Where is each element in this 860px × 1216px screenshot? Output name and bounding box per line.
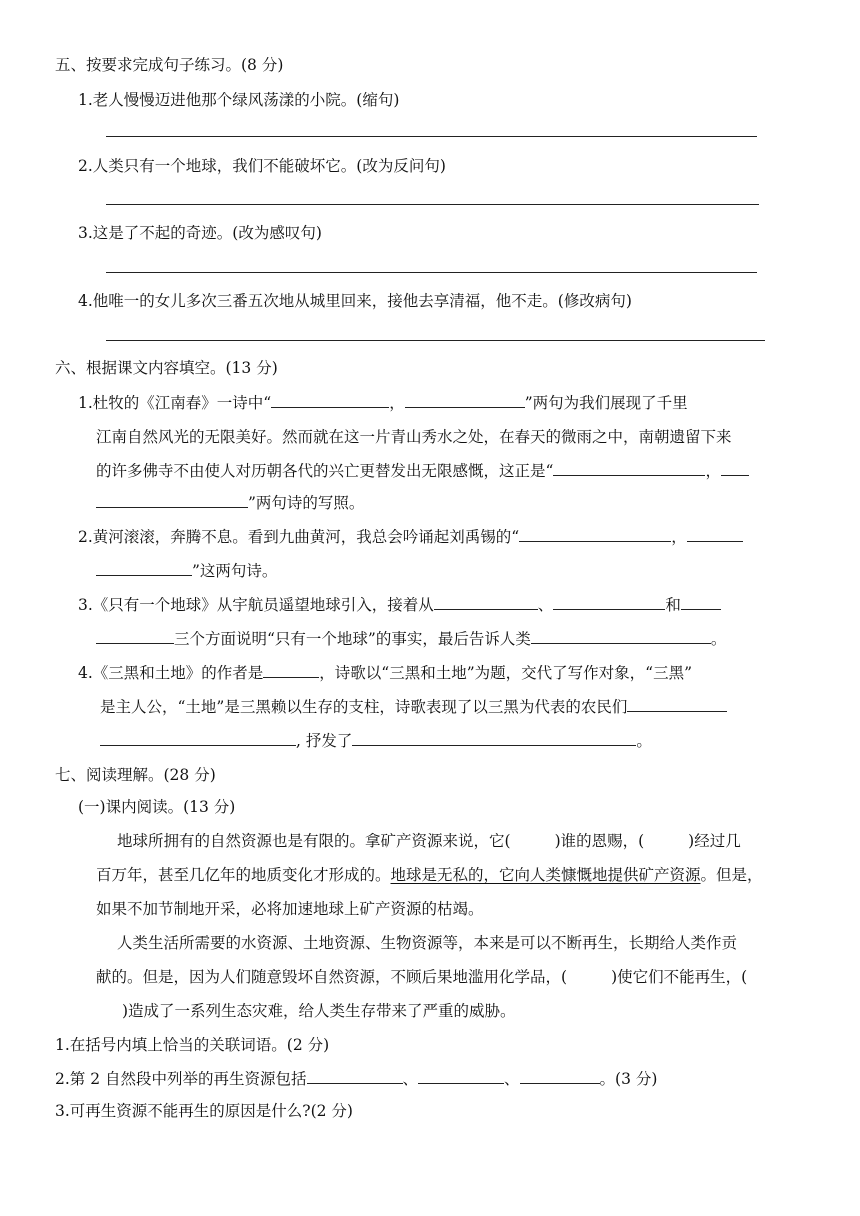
s6-q3-blank-1[interactable]: [434, 595, 538, 610]
s6-q1-text-a-end: ”两句为我们展现了千里: [524, 394, 688, 412]
s6-q3-text-a: 3.《只有一个地球》从宇航员遥望地球引入，接着从: [78, 596, 434, 614]
section-7-title: 七、阅读理解。(28 分): [55, 766, 216, 784]
s6-q3-line-b: [96, 629, 726, 649]
s6-q2-blank-2a[interactable]: [687, 527, 743, 542]
passage-p2-line-a: 人类生活所需要的水资源、土地资源、生物资源等，本来是可以不断再生，长期给人类作贡: [117, 934, 738, 952]
s6-q2-blank-2b[interactable]: [96, 561, 192, 576]
s6-q4-text-b: 是主人公，“土地”是三黑赖以生存的支柱，诗歌表现了以三黑为代表的农民们: [100, 698, 628, 716]
passage-p1-text-b2: 。但是，: [700, 866, 763, 884]
passage-p2-text-b1: 献的。但是，因为人们随意毁坏自然资源，不顾后果地滥用化学品，(: [96, 968, 568, 986]
s5-question-1: 1.老人慢慢迈进他那个绿风荡漾的小院。(缩句): [78, 91, 400, 109]
s6-q1-text-c: 的许多佛寺不由使人对历朝各代的兴亡更替发出无限感慨，这正是“: [96, 462, 554, 480]
s6-q1-comma-a: ，: [389, 394, 405, 412]
s6-q3-blank-2[interactable]: [553, 595, 665, 610]
s6-q4-text-a-rest: ，诗歌以“三黑和土地”为题，交代了写作对象，“三黑”: [319, 664, 692, 682]
s6-q4-blank-2a[interactable]: [627, 697, 727, 712]
s6-q3-line-a: [78, 595, 721, 615]
passage-p1-text-a3: )经过几: [688, 832, 741, 850]
s6-q3-blank-3a[interactable]: [681, 595, 721, 610]
s7-q2-sep-2: 、: [504, 1070, 520, 1088]
s6-q4-blank-1[interactable]: [263, 663, 319, 678]
passage-p1-line-c: 如果不加节制地开采，必将加速地球上矿产资源的枯竭。: [96, 900, 484, 918]
passage-p1-text-a1: 地球所拥有的自然资源也是有限的。拿矿产资源来说，它(: [117, 832, 511, 850]
s6-q3-text-b: 三个方面说明“只有一个地球”的事实，最后告诉人类: [174, 630, 531, 648]
s5-answer-line-4[interactable]: [106, 340, 765, 341]
s7-q2-blank-1[interactable]: [307, 1069, 403, 1084]
s6-q3-period: 。: [710, 630, 727, 648]
s6-q1-text-a: 1.杜牧的《江南春》一诗中“: [78, 394, 272, 412]
s5-question-3: 3.这是了不起的奇迹。(改为感叹句): [78, 224, 322, 242]
s6-q1-blank-2[interactable]: [405, 393, 525, 408]
s6-q1-line-a: [78, 393, 688, 413]
s6-q4-line-c: [100, 731, 652, 751]
passage-p2-text-b2: )使它们不能再生，(: [611, 968, 748, 986]
s7-question-3: 3.可再生资源不能再生的原因是什么?(2 分): [55, 1102, 353, 1120]
s5-question-2: 2.人类只有一个地球，我们不能破坏它。(改为反问句): [78, 157, 446, 175]
s7-question-1: 1.在括号内填上恰当的关联词语。(2 分): [55, 1036, 330, 1054]
s7-q2-end: 。(3 分): [599, 1070, 658, 1088]
passage-p2-text-c: )造成了一系列生态灾难，给人类生存带来了严重的威胁。: [122, 1002, 516, 1020]
s6-q2-comma: ，: [671, 528, 687, 546]
passage-p2-line-b: [96, 967, 747, 987]
s6-q4-text-a: 4.《三黑和土地》的作者是: [78, 664, 264, 682]
s6-q4-period: 。: [636, 732, 652, 750]
s6-q3-blank-4[interactable]: [531, 629, 711, 644]
s6-q4-line-b: [100, 697, 727, 717]
s5-answer-line-2[interactable]: [106, 204, 759, 205]
s5-answer-line-3[interactable]: [106, 272, 757, 273]
s6-q2-text-a: 2.黄河滚滚，奔腾不息。看到九曲黄河，我总会吟诵起刘禹锡的“: [78, 528, 520, 546]
s6-q1-blank-4a[interactable]: [721, 461, 749, 476]
s6-q1-blank-4b[interactable]: [96, 493, 248, 508]
s6-q1-line-b: 江南自然风光的无限美好。然而就在这一片青山秀水之处，在春天的微雨之中，南朝遗留下来: [96, 428, 732, 446]
section-6-title: 六、根据课文内容填空。(13 分): [55, 359, 278, 377]
s7-question-2: [55, 1069, 657, 1089]
s6-q3-and: 和: [665, 596, 681, 614]
passage-underlined-sentence: 地球是无私的，它向人类慷慨地提供矿产资源: [390, 866, 701, 884]
s6-q2-line-a: [78, 527, 743, 547]
s5-answer-line-1[interactable]: [106, 136, 757, 137]
s6-q4-text-c: , 抒发了: [296, 732, 353, 750]
s6-q2-line-b: [96, 561, 277, 581]
s7-q2-sep-1: 、: [402, 1070, 419, 1088]
s6-q3-blank-3b[interactable]: [96, 629, 174, 644]
passage-p1-line-b: [96, 865, 763, 885]
s6-q2-text-b: ”这两句诗。: [192, 562, 278, 580]
s6-q3-sep: 、: [537, 596, 554, 614]
passage-p2-line-c: [96, 1001, 516, 1021]
s6-q1-line-d: [96, 493, 364, 513]
passage-p1-line-a: [117, 831, 741, 851]
s6-q1-blank-1[interactable]: [271, 393, 389, 408]
s7-q2-blank-2[interactable]: [418, 1069, 504, 1084]
s6-q4-blank-3[interactable]: [352, 731, 636, 746]
passage-p1-text-a2: )谁的恩赐，(: [554, 832, 645, 850]
s7-q2-text: 2.第 2 自然段中列举的再生资源包括: [55, 1070, 307, 1088]
section-5-title: 五、按要求完成句子练习。(8 分): [55, 56, 284, 74]
s6-q2-blank-1[interactable]: [519, 527, 671, 542]
s6-q1-comma-c: ，: [705, 462, 721, 480]
s7-q2-blank-3[interactable]: [520, 1069, 600, 1084]
passage-p1-text-b1: 百万年，甚至几亿年的地质变化才形成的。: [96, 866, 391, 884]
s7-subsection-title: (一)课内阅读。(13 分): [78, 798, 236, 816]
s6-q4-blank-2b[interactable]: [100, 731, 296, 746]
s6-q1-line-c: [96, 461, 749, 481]
s6-q1-blank-3[interactable]: [553, 461, 705, 476]
s5-question-4: 4.他唯一的女儿多次三番五次地从城里回来，接他去享清福，他不走。(修改病句): [78, 292, 632, 310]
s6-q4-line-a: [78, 663, 692, 683]
s6-q1-text-d: ”两句诗的写照。: [248, 494, 365, 512]
